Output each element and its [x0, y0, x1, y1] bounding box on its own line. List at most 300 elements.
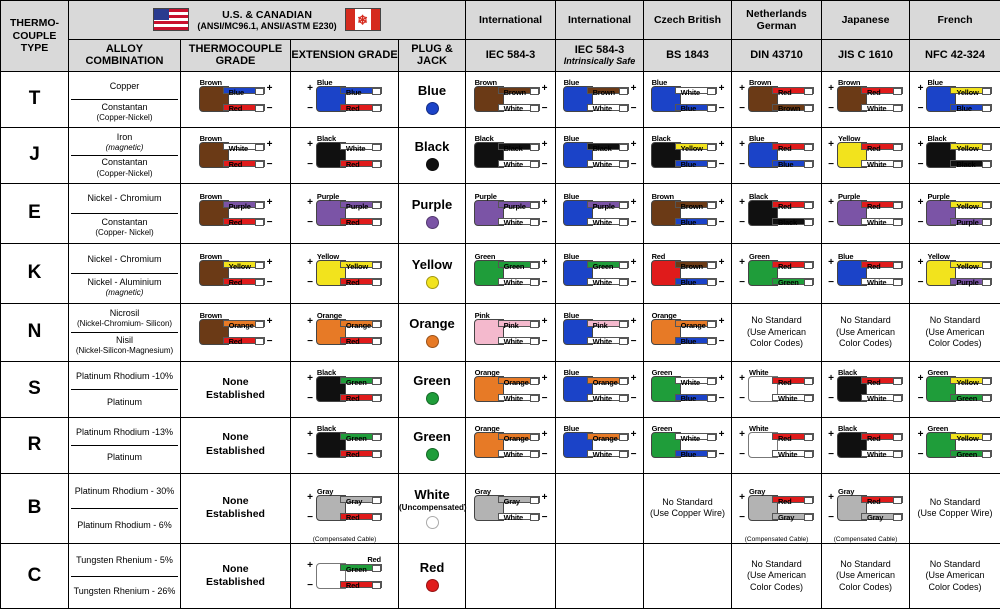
none-established: None Established — [206, 431, 265, 458]
cable-graphic — [474, 488, 540, 528]
table-row — [1, 361, 1000, 417]
alloy-top — [71, 246, 178, 274]
jacket-label: Gray — [316, 487, 334, 497]
polarity-marks: + − — [739, 429, 745, 461]
positive-wire-label: Brown — [680, 262, 703, 272]
cable-graphic — [926, 135, 992, 175]
wire-tip — [893, 161, 902, 168]
cable-graphic — [474, 425, 540, 465]
alloy-name: Platinum Rhodium - 30% — [74, 486, 175, 497]
polarity-marks: + − — [307, 139, 313, 171]
din-43710-cell — [732, 71, 822, 127]
cable-cell — [181, 305, 290, 360]
wire-tip — [372, 219, 381, 226]
cable-graphic — [316, 253, 382, 293]
wire-tip — [530, 105, 539, 112]
plug-color-swatch — [426, 579, 439, 592]
alloy-combination-cell — [69, 71, 181, 127]
cable-cell — [732, 185, 821, 242]
jis-c-1610-cell — [822, 544, 910, 609]
polarity-marks: + − — [718, 429, 725, 461]
jacket-label: Blue — [563, 368, 580, 378]
polarity-marks: + − — [917, 257, 924, 289]
thermocouple-type-cell: C — [1, 544, 69, 609]
header-iec-584-3-is: IEC 584-3 Intrinsically Safe — [556, 39, 644, 71]
header-nfc-42-324: NFC 42-324 — [910, 39, 1000, 71]
positive-wire-label: Brown — [503, 88, 526, 98]
jacket-label: Purple — [316, 192, 340, 202]
negative-wire-label: Green — [956, 394, 978, 404]
cable-graphic — [316, 79, 382, 119]
wire-tip — [893, 219, 902, 226]
wire-tip — [619, 144, 628, 151]
negative-wire-label: Blue — [956, 104, 972, 114]
negative-wire-label: White — [866, 218, 887, 228]
positive-wire-label: Red — [777, 144, 792, 154]
wire-tip — [982, 279, 991, 286]
cable-graphic — [474, 135, 540, 175]
negative-wire-label: White — [592, 218, 613, 228]
nfc-42-324-cell — [910, 71, 1000, 127]
wire-tip — [893, 451, 902, 458]
cable-graphic — [837, 193, 903, 233]
plug-color-swatch — [426, 516, 439, 529]
wire-tip — [619, 88, 628, 95]
plug-jack-cell — [399, 374, 465, 405]
jacket-label: Orange — [474, 368, 500, 378]
wire-tip — [707, 88, 716, 95]
wire-tip — [982, 451, 991, 458]
din-43710-cell — [732, 303, 822, 361]
table-row — [1, 71, 1000, 127]
wire-tip — [893, 262, 902, 269]
positive-wire-label: Red — [777, 88, 792, 98]
table-row — [1, 473, 1000, 544]
jacket-label: Gray — [837, 487, 855, 497]
negative-wire-label: Gray — [777, 513, 795, 523]
din-43710-cell — [732, 127, 822, 183]
cable-graphic — [651, 425, 717, 465]
jis-c-1610-cell — [822, 183, 910, 243]
jacket-label: Brown — [199, 192, 222, 202]
alloy-bottom — [71, 577, 178, 606]
din-43710-cell — [732, 361, 822, 417]
positive-wire-label: White — [345, 144, 366, 154]
plug-jack-cell-wrap — [399, 361, 466, 417]
table-row — [1, 243, 1000, 303]
cable-cell — [181, 73, 290, 126]
wire-tip — [804, 105, 813, 112]
jacket-label: White — [748, 424, 769, 434]
cable-cell — [822, 363, 909, 416]
negative-wire-label: Red — [228, 337, 243, 347]
jacket-label: White — [748, 368, 769, 378]
negative-wire-label: Blue — [680, 337, 697, 347]
wire-tip — [372, 279, 381, 286]
iec-584-3-is-cell — [556, 183, 644, 243]
alloy-name: Tungsten Rhenium - 26% — [73, 585, 176, 596]
jacket-label: Pink — [474, 311, 490, 321]
cable-graphic — [563, 135, 629, 175]
jis-c-1610-cell — [822, 303, 910, 361]
cable-graphic — [199, 193, 265, 233]
wire-tip — [530, 514, 539, 521]
wire-tip — [982, 262, 991, 269]
header-group-czech-british: Czech British — [644, 1, 732, 40]
jacket-label: Blue — [563, 134, 580, 144]
plug-color-swatch — [426, 158, 439, 171]
jacket-label: Orange — [651, 311, 677, 321]
plug-jack-cell — [399, 140, 465, 171]
polarity-marks: + − — [541, 316, 548, 348]
header-plug-and-jack: PLUG & JACK — [399, 39, 466, 71]
wire-tip — [804, 395, 813, 402]
alloy-note: (magnetic) — [105, 287, 144, 297]
iec-584-3-cell — [466, 473, 556, 544]
thermocouple-grade-cell — [181, 243, 291, 303]
header-extension-grade: EXTENSION GRADE — [291, 39, 399, 71]
wire-tip — [619, 279, 628, 286]
negative-wire-label: White — [592, 337, 613, 347]
iec-584-3-is-cell — [556, 71, 644, 127]
cable-graphic — [651, 79, 717, 119]
positive-wire-label: Yellow — [956, 434, 979, 444]
polarity-marks: + − — [630, 139, 637, 171]
polarity-marks: + − — [739, 83, 745, 115]
cable-cell — [466, 129, 555, 182]
negative-wire-label: White — [503, 337, 524, 347]
bs-1843-cell — [644, 71, 732, 127]
polarity-marks: + − — [828, 197, 834, 229]
alloy-top — [71, 130, 178, 156]
polarity-marks: + − — [541, 197, 548, 229]
wire-tip — [372, 262, 381, 269]
plug-jack-cell-wrap — [399, 544, 466, 609]
wire-tip — [372, 565, 381, 572]
cable-graphic — [651, 193, 717, 233]
cable-cell — [291, 475, 398, 543]
plug-color-note: (Uncompensated) — [399, 503, 467, 513]
negative-wire-label: Red — [345, 337, 360, 347]
none-established: None Established — [206, 562, 265, 589]
alloy-bottom — [71, 214, 178, 241]
positive-wire-label: Gray — [345, 497, 363, 507]
negative-wire-label: Red — [345, 581, 360, 591]
jacket-label: Blue — [927, 78, 943, 88]
extension-grade-cell — [291, 473, 399, 544]
positive-wire-label: Red — [866, 378, 881, 388]
alloy-combination-cell — [69, 417, 181, 473]
polarity-marks: + − — [739, 373, 745, 405]
negative-wire-label: White — [503, 218, 524, 228]
negative-wire-label: White — [866, 450, 887, 460]
cable-cell — [910, 419, 1000, 472]
plug-jack-cell-wrap — [399, 473, 466, 544]
cable-cell — [644, 185, 731, 242]
cable-cell — [556, 129, 643, 182]
wire-tip — [804, 514, 813, 521]
header-iec-584-3: IEC 584-3 — [466, 39, 556, 71]
positive-wire-label: Yellow — [345, 262, 369, 272]
positive-wire-label: Green — [592, 262, 614, 272]
nfc-42-324-cell — [910, 473, 1000, 544]
wire-tip — [530, 497, 539, 504]
iec-584-3-cell — [466, 417, 556, 473]
alloy-bottom — [71, 333, 178, 359]
negative-wire-label: White — [503, 278, 524, 288]
wire-tip — [530, 279, 539, 286]
jacket-label: Black — [837, 368, 857, 378]
cable-graphic — [199, 135, 265, 175]
wire-tip — [707, 451, 716, 458]
jacket-label: Red — [651, 252, 666, 262]
jacket-label: Gray — [474, 487, 491, 497]
polarity-marks: + − — [630, 429, 637, 461]
negative-wire-label: Gray — [866, 513, 884, 523]
cable-graphic — [926, 253, 992, 293]
polarity-marks: + − — [739, 257, 745, 289]
plug-jack-cell-wrap — [399, 127, 466, 183]
positive-wire-label: Black — [503, 144, 523, 154]
wire-tip — [530, 262, 539, 269]
wire-tip — [255, 105, 264, 112]
polarity-marks: + − — [828, 83, 834, 115]
cable-graphic — [316, 488, 382, 528]
alloy-top — [71, 306, 178, 333]
polarity-marks: + − — [828, 492, 834, 524]
jacket-label: Blue — [563, 78, 580, 88]
alloy-sub: (Copper- Nickel) — [95, 227, 154, 237]
thermocouple-type-cell: R — [1, 417, 69, 473]
negative-wire-label: White — [866, 394, 887, 404]
polarity-marks: + − — [541, 83, 548, 115]
table-row — [1, 183, 1000, 243]
wire-tip — [982, 161, 991, 168]
wire-tip — [893, 144, 902, 151]
alloy-combination-cell — [69, 544, 181, 609]
wire-tip — [530, 161, 539, 168]
wire-tip — [372, 497, 381, 504]
thermocouple-grade-cell — [181, 361, 291, 417]
wire-tip — [707, 105, 716, 112]
polarity-marks: + − — [307, 560, 313, 592]
positive-wire-label: Green — [345, 565, 367, 575]
alloy-combination-cell — [69, 243, 181, 303]
iec-584-3-is-cell — [556, 127, 644, 183]
positive-wire-label: Orange — [503, 434, 529, 444]
header-group-netherlands-german: Netherlands German — [732, 1, 822, 40]
negative-wire-label: Red — [345, 513, 360, 523]
cable-graphic — [563, 312, 629, 352]
din-43710-cell — [732, 544, 822, 609]
compensated-cable-note: (Compensated Cable) — [744, 536, 809, 544]
cable-cell — [291, 363, 398, 416]
plug-color-label: Green — [413, 372, 451, 388]
cable-graphic — [837, 135, 903, 175]
wire-tip — [372, 321, 381, 328]
wire-tip — [893, 497, 902, 504]
alloy-name: Platinum Rhodium -13% — [75, 426, 174, 437]
plug-color-label: Blue — [417, 82, 447, 98]
negative-wire-label: White — [592, 104, 613, 114]
cable-cell — [822, 185, 909, 242]
wire-tip — [982, 105, 991, 112]
alloy-name: Constantan — [101, 216, 148, 227]
header-thermocouple-grade: THERMOCOUPLE GRADE — [181, 39, 291, 71]
plug-jack-cell — [399, 430, 465, 461]
wire-tip — [619, 105, 628, 112]
cable-graphic — [837, 369, 903, 409]
cable-cell — [556, 73, 643, 126]
cable-cell — [644, 305, 731, 360]
plug-color-label: Green — [413, 428, 451, 444]
iec-584-3-is-cell — [556, 417, 644, 473]
wire-tip — [372, 202, 381, 209]
alloy-sub: (Nickel-Chromium- Silicon) — [76, 319, 173, 329]
negative-wire-label: White — [866, 104, 887, 114]
wire-tip — [255, 88, 264, 95]
positive-wire-label: Orange — [592, 434, 618, 444]
cable-cell — [732, 129, 821, 182]
alloy-top — [71, 74, 178, 100]
wire-tip — [804, 451, 813, 458]
cable-cell — [644, 73, 731, 126]
cable-cell — [556, 185, 643, 242]
polarity-marks: + − — [828, 373, 834, 405]
iec-584-3-cell — [466, 71, 556, 127]
polarity-marks: + − — [630, 257, 637, 289]
negative-wire-label: Blue — [680, 104, 697, 114]
jacket-label: Yellow — [927, 252, 950, 262]
cable-cell — [644, 245, 731, 302]
plug-jack-cell — [399, 84, 465, 115]
jacket-label: Blue — [748, 134, 765, 144]
positive-wire-label: Red — [777, 262, 792, 272]
cable-cell — [644, 419, 731, 472]
cable-graphic — [474, 193, 540, 233]
polarity-marks: + − — [541, 492, 548, 524]
iec-584-3-is-cell — [556, 361, 644, 417]
positive-wire-label: Red — [866, 262, 881, 272]
wire-tip — [707, 202, 716, 209]
iec-584-3-is-cell — [556, 303, 644, 361]
thermocouple-type-cell: J — [1, 127, 69, 183]
positive-wire-label: Red — [777, 378, 792, 388]
no-standard-note: No Standard (Use Copper Wire) — [917, 496, 993, 519]
thermocouple-grade-cell — [181, 303, 291, 361]
positive-wire-label: Green — [345, 378, 367, 388]
wire-tip — [255, 161, 264, 168]
wire-tip — [707, 262, 716, 269]
polarity-marks: + − — [630, 83, 637, 115]
plug-jack-cell-wrap — [399, 183, 466, 243]
plug-jack-cell-wrap — [399, 417, 466, 473]
cable-graphic — [474, 312, 540, 352]
cable-graphic — [199, 312, 265, 352]
us-canadian-standards: (ANSI/MC96.1, ANSI/ASTM E230) — [197, 20, 337, 31]
negative-wire-label: Brown — [777, 104, 801, 114]
plug-color-swatch — [426, 392, 439, 405]
jacket-label: Brown — [474, 78, 497, 88]
bs-1843-cell — [644, 127, 732, 183]
polarity-marks: + − — [630, 197, 637, 229]
wire-tip — [707, 279, 716, 286]
jacket-label: Yellow — [316, 252, 340, 262]
jacket-label: Gray — [748, 487, 766, 497]
negative-wire-label: White — [592, 278, 613, 288]
wire-tip — [530, 434, 539, 441]
alloy-name: Nicrosil — [109, 308, 140, 319]
thermocouple-type-cell: N — [1, 303, 69, 361]
negative-wire-label: White — [592, 394, 613, 404]
none-established: None Established — [206, 375, 265, 402]
thermocouple-type-cell: B — [1, 473, 69, 544]
polarity-marks: + − — [307, 492, 313, 524]
positive-wire-label: Brown — [680, 202, 703, 212]
positive-wire-label: Pink — [503, 321, 519, 331]
plug-jack-cell — [399, 488, 465, 528]
cable-cell — [822, 73, 909, 126]
cable-graphic — [837, 79, 903, 119]
wire-tip — [804, 88, 813, 95]
plug-jack-cell — [399, 317, 465, 348]
cable-graphic — [748, 193, 814, 233]
extension-grade-cell — [291, 183, 399, 243]
negative-wire-label: Red — [345, 394, 360, 404]
jacket-label: Black — [316, 134, 336, 144]
wire-tip — [982, 88, 991, 95]
cable-graphic — [316, 369, 382, 409]
extension-grade-cell — [291, 544, 399, 609]
cable-graphic — [563, 425, 629, 465]
wire-tip — [372, 434, 381, 441]
no-standard-note: No Standard (Use American Color Codes) — [925, 314, 985, 349]
cable-cell — [466, 363, 555, 416]
us-flag-icon — [153, 8, 189, 31]
polarity-marks: + − — [266, 83, 273, 115]
cable-graphic — [651, 369, 717, 409]
jis-c-1610-cell — [822, 417, 910, 473]
wire-tip — [372, 105, 381, 112]
positive-wire-label: Blue — [228, 88, 245, 98]
cable-graphic — [748, 253, 814, 293]
thermocouple-grade-cell — [181, 127, 291, 183]
cable-graphic — [563, 369, 629, 409]
wire-tip — [530, 321, 539, 328]
wire-tip — [893, 434, 902, 441]
polarity-marks: + − — [917, 429, 924, 461]
positive-wire-label: Red — [866, 202, 881, 212]
plug-jack-cell-wrap — [399, 303, 466, 361]
wire-tip — [893, 88, 902, 95]
cable-cell — [466, 475, 555, 543]
polarity-marks: + − — [739, 139, 745, 171]
wire-tip — [893, 378, 902, 385]
cable-cell — [910, 245, 1000, 302]
wire-tip — [255, 279, 264, 286]
alloy-name: Nisil — [116, 335, 133, 346]
cable-cell — [291, 305, 398, 360]
cable-graphic — [926, 425, 992, 465]
wire-tip — [372, 451, 381, 458]
positive-wire-label: Orange — [592, 378, 618, 388]
extension-grade-cell — [291, 417, 399, 473]
wire-tip — [255, 202, 264, 209]
cable-cell — [732, 245, 821, 302]
header-group-international-2: International — [556, 1, 644, 40]
cable-cell — [466, 185, 555, 242]
compensated-cable-note: (Compensated Cable) — [312, 536, 377, 544]
